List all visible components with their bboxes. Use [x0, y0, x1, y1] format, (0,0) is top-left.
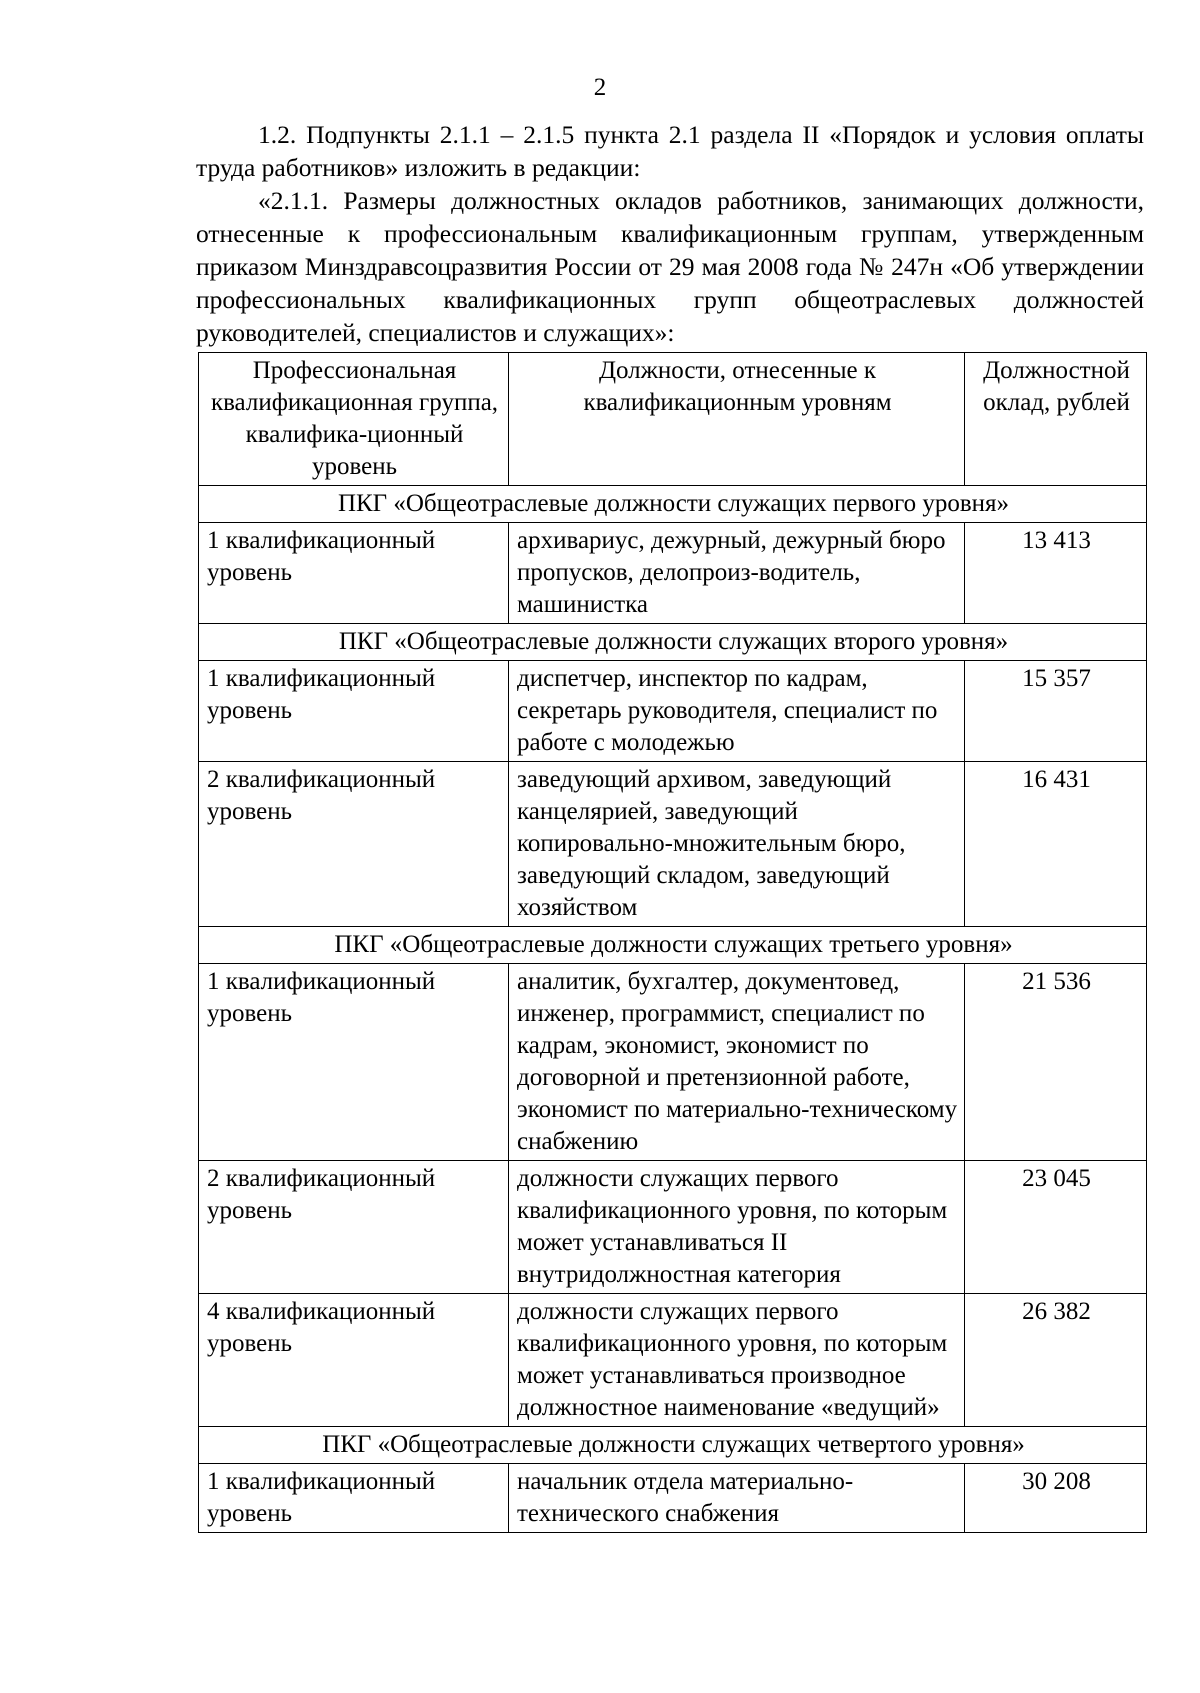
positions-cell: архивариус, дежурный, дежурный бюро пропусков, делопроиз-водитель, машинистка [509, 523, 965, 624]
level-cell: 1 квалификационный уровень [199, 523, 509, 624]
level-cell: 2 квалификационный уровень [199, 762, 509, 927]
table-header-row [199, 353, 1147, 486]
salary-cell: 16 431 [965, 762, 1147, 927]
table-row [199, 762, 1147, 927]
salary-table [198, 352, 1147, 1533]
page-number: 2 [593, 74, 607, 101]
salary-cell: 21 536 [965, 964, 1147, 1161]
salary-cell: 15 357 [965, 661, 1147, 762]
header-positions: Должности, отнесенные к квалификационным уровням [509, 353, 965, 486]
level-cell: 1 квалификационный уровень [199, 661, 509, 762]
group-title: ПКГ «Общеотраслевые должности служащих четвертого уровня» [199, 1427, 1147, 1464]
positions-cell: должности служащих первого квалификационного уровня, по которым может устанавливаться производное должностное наименование «ведущий» [509, 1294, 965, 1427]
paragraph-salary-intro: «2.1.1. Размеры должностных окладов работников, занимающих должности, отнесенные к профессиональным квалификационным группам, утвержденным приказом Минздравсоцразвития России от 29 мая 2008 года № 247н «Об утверждении профессиональных квалификационных групп общеотраслевых должностей руководителей, специалистов и служащих»: [196, 186, 1144, 347]
positions-cell: аналитик, бухгалтер, документовед, инженер, программист, специалист по кадрам, экономист, экономист по договорной и претензионной работе, экономист по материально-техническому снабжению [509, 964, 965, 1161]
group-row [199, 624, 1147, 661]
positions-cell: должности служащих первого квалификационного уровня, по которым может устанавливаться II внутридолжностная категория [509, 1161, 965, 1294]
group-title: ПКГ «Общеотраслевые должности служащих второго уровня» [199, 624, 1147, 661]
salary-cell: 26 382 [965, 1294, 1147, 1427]
table-row [199, 661, 1147, 762]
document-body [196, 118, 1144, 349]
header-qualification-group: Профессиональная квалификационная группа, квалифика-ционный уровень [199, 353, 509, 486]
table-row [199, 964, 1147, 1161]
positions-cell: диспетчер, инспектор по кадрам, секретарь руководителя, специалист по работе с молодежью [509, 661, 965, 762]
group-title: ПКГ «Общеотраслевые должности служащих первого уровня» [199, 486, 1147, 523]
group-title: ПКГ «Общеотраслевые должности служащих третьего уровня» [199, 927, 1147, 964]
salary-cell: 23 045 [965, 1161, 1147, 1294]
table-row [199, 1464, 1147, 1533]
level-cell: 1 квалификационный уровень [199, 1464, 509, 1533]
group-row [199, 927, 1147, 964]
table-row [199, 1294, 1147, 1427]
group-row [199, 1427, 1147, 1464]
salary-cell: 30 208 [965, 1464, 1147, 1533]
paragraph-amendment: 1.2. Подпункты 2.1.1 – 2.1.5 пункта 2.1 раздела II «Порядок и условия оплаты труда работников» изложить в редакции: [196, 120, 1144, 182]
level-cell: 1 квалификационный уровень [199, 964, 509, 1161]
level-cell: 2 квалификационный уровень [199, 1161, 509, 1294]
positions-cell: начальник отдела материально-технического снабжения [509, 1464, 965, 1533]
header-salary: Должностной оклад, рублей [965, 353, 1147, 486]
positions-cell: заведующий архивом, заведующий канцелярией, заведующий копировально-множительным бюро, заведующий складом, заведующий хозяйством [509, 762, 965, 927]
table-row [199, 523, 1147, 624]
group-row [199, 486, 1147, 523]
table-row [199, 1161, 1147, 1294]
level-cell: 4 квалификационный уровень [199, 1294, 509, 1427]
salary-cell: 13 413 [965, 523, 1147, 624]
